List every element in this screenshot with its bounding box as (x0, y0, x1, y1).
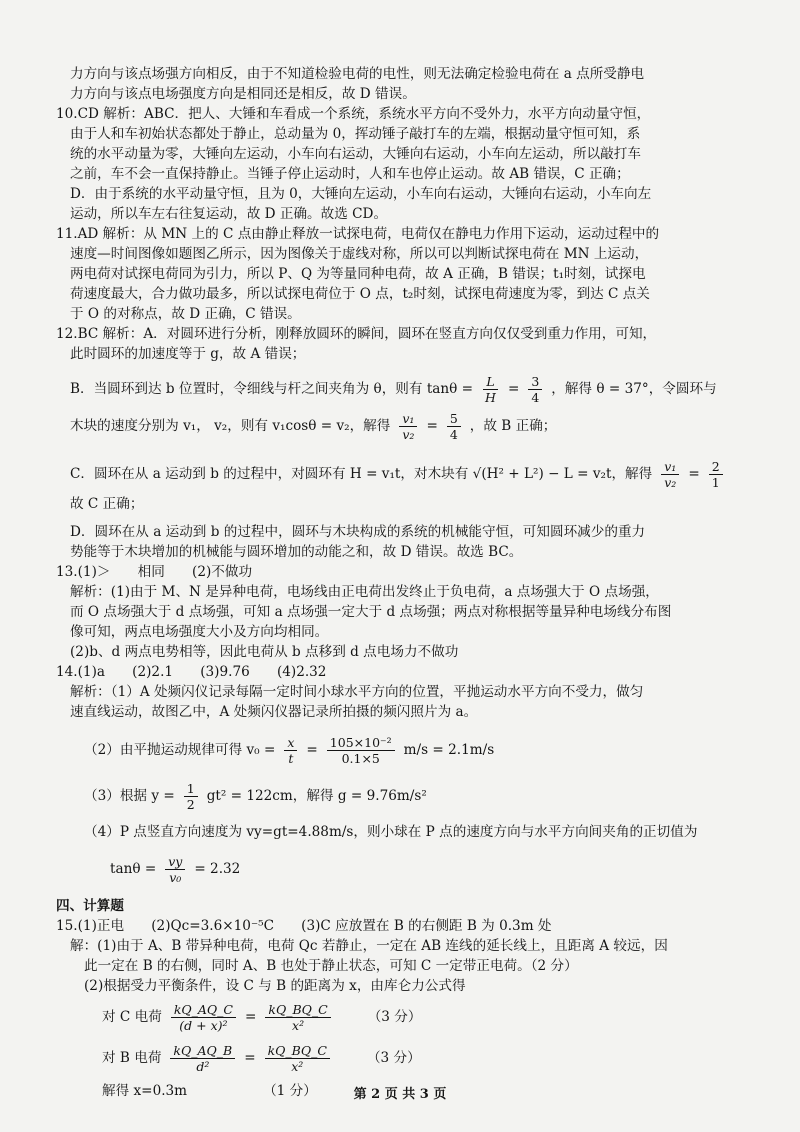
equation-line (56, 730, 720, 770)
text-span: B．当圆环到达 b 位置时，令细线与杆之间夹角为 θ，则有 tanθ = (70, 381, 474, 397)
text-span: gt² = 122cm，解得 g = 9.76m/s² (206, 788, 427, 804)
text-line: D．圆环在从 a 运动到 b 的过程中，圆环与木块构成的系统的机械能守恒，可知圆环减少的重力 (70, 524, 646, 540)
text-span: C．圆环在从 a 运动到 b 的过程中，对圆环有 H = v₁t，对木块有 √(H² + L²) − L = v₂t，解得 (70, 466, 653, 482)
text-line: 而 O 点场强大于 d 点场强，可知 a 点场强一定大于 d 点场强；两点对称根据等量异种电场线分布图 (70, 604, 672, 620)
fraction (165, 854, 185, 885)
text-line: 此时圆环的加速度等于 g，故 A 错误； (70, 346, 306, 362)
fraction-den: H (485, 389, 496, 405)
text-line: 力方向与该点场强方向相反，由于不知道检验电荷的电性，则无法确定检验电荷在 a 点所受静电 (70, 66, 645, 82)
fraction (171, 1002, 236, 1033)
text-line: 11.AD 解析：从 MN 上的 C 点由静止释放一试探电荷，电荷仅在静电力作用下运动，运动过程中的 (56, 226, 660, 242)
text-line: 解析：(1)由于 M、N 是异种电荷，电场线由正电荷出发终止于负电荷，a 点场强大于 O 点场强， (70, 584, 659, 600)
text-line: 13.(1)＞ 相同 (2)不做功 (56, 564, 253, 580)
fraction (284, 735, 297, 766)
fraction-den: (d + x)² (179, 1017, 228, 1033)
text-span: 对 B 电荷 (102, 1050, 162, 1066)
text-line: 12.BC 解析：A．对圆环进行分析，刚释放圆环的瞬间，圆环在竖直方向仅仅受到重力作用，可知， (56, 326, 657, 342)
equals-sign: = (507, 381, 520, 397)
fraction-num: 3 (528, 374, 542, 390)
text-span: ，故 B 正确； (469, 418, 557, 434)
fraction (170, 1043, 235, 1074)
fraction-num: v₁ (399, 411, 417, 427)
equation-line (56, 406, 720, 446)
equals-sign: = (426, 418, 438, 434)
text-line: 故 C 正确； (70, 496, 144, 512)
text-span: ，解得 θ = 37°，令圆环与 (551, 381, 717, 397)
text-span: 对 C 电荷 (102, 1009, 162, 1025)
text-line: 于 O 的对称点，故 D 正确，C 错误。 (70, 306, 301, 322)
equals-sign: = (245, 1009, 257, 1025)
fraction-num: 2 (709, 459, 723, 475)
equals-sign: = (306, 742, 318, 758)
fraction-den: x² (291, 1058, 304, 1074)
text-line: D．由于系统的水平动量守恒，且为 0，大锤向左运动，小车向右运动，大锤向右运动，小车向左 (70, 186, 652, 202)
fraction-num: x (284, 735, 297, 751)
score-label: （3 分） (367, 1009, 422, 1025)
text-line: （4）P 点竖直方向速度为 vy=gt=4.88m/s，则小球在 P 点的速度方向与水平方向间夹角的正切值为 (84, 824, 698, 840)
fraction-num: L (483, 374, 497, 390)
text-line: (2)根据受力平衡条件，设 C 与 B 的距离为 x，由库仑力公式得 (84, 978, 466, 994)
fraction-num: kQ_BQ_C (265, 1002, 330, 1018)
fraction-den: 0.1×5 (341, 750, 380, 766)
score-label: （3 分） (366, 1050, 421, 1066)
fraction-den: 1 (711, 474, 720, 490)
text-line: 力方向与该点电场强度方向是相同还是相反，故 D 错误。 (70, 86, 416, 102)
equation-line (56, 778, 720, 814)
fraction-den: t (288, 750, 294, 766)
fraction (482, 374, 499, 405)
fraction-num: kQ_BQ_C (265, 1043, 330, 1059)
fraction-den: v₂ (664, 474, 677, 490)
equation-line (56, 850, 720, 888)
fraction (265, 1002, 330, 1033)
text-line: 运动，所以车左右往复运动，故 D 正确。故选 CD。 (70, 206, 388, 222)
fraction (528, 374, 542, 405)
fraction-num: v₁ (661, 459, 679, 475)
text-line: 速度—时间图像如题图乙所示，因为图像关于虚线对称，所以可以判断试探电荷在 MN 上运动， (70, 246, 649, 262)
text-line: 像可知，两点电场强度大小及方向均相同。 (70, 624, 329, 640)
text-line: 此一定在 B 的右侧，同时 A、B 也处于静止状态，可知 C 一定带正电荷。（2 分） (84, 958, 578, 974)
fraction-num: vy (165, 854, 185, 870)
text-line: 统的水平动量为零，大锤向左运动，小车向右运动，大锤向右运动，小车向左运动，所以敲打车 (70, 146, 641, 162)
text-line: 解析：（1）A 处频闪仪记录每隔一定时间小球水平方向的位置，平抛运动水平方向不受力，做匀 (70, 684, 644, 700)
fraction (447, 411, 461, 442)
text-span: tanθ = (110, 861, 157, 877)
equals-sign: = (688, 466, 700, 482)
text-line: (2)b、d 两点电势相等，因此电荷从 b 点移到 d 点电场力不做功 (70, 644, 459, 660)
text-line: 两电荷对试探电荷同为引力，所以 P、Q 为等量同种电荷，故 A 正确，B 错误；t₁时刻，试探电 (70, 266, 646, 282)
fraction-den: v₂ (402, 426, 415, 442)
text-span: 木块的速度分别为 v₁， v₂，则有 v₁cosθ = v₂，解得 (70, 418, 391, 434)
text-line: 势能等于木块增加的机械能与圆环增加的动能之和，故 D 错误。故选 BC。 (70, 544, 523, 560)
fraction-den: 2 (186, 796, 195, 812)
text-line: 速直线运动，故图乙中，A 处频闪仪器记录所拍摄的频闪照片为 a。 (70, 704, 478, 720)
text-line: 由于人和车初始状态都处于静止，总动量为 0，挥动锤子敲打车的左端，根据动量守恒可知，系 (70, 126, 641, 142)
text-line: 之前，车不会一直保持静止。当锤子停止运动时，人和车也停止运动。故 AB 错误，C 正确； (70, 166, 630, 182)
text-line: 解：(1)由于 A、B 带异种电荷，电荷 Qc 若静止，一定在 AB 连线的延长线上，且距离 A 较远，因 (70, 938, 668, 954)
text-line: 14.(1)a (2)2.1 (3)9.76 (4)2.32 (56, 664, 327, 680)
fraction (327, 735, 395, 766)
fraction-num: 5 (447, 411, 461, 427)
text-span: （2）由平抛运动规律可得 v₀ = (84, 742, 276, 758)
fraction (399, 411, 417, 442)
text-span: 解得 x=0.3m (102, 1083, 188, 1099)
fraction-num: kQ_AQ_C (171, 1002, 236, 1018)
fraction-den: v₀ (169, 869, 182, 885)
fraction-num: 1 (184, 781, 198, 797)
fraction-num: 105×10⁻² (327, 735, 395, 751)
page-footer: 第 2 页 共 3 页 (353, 1087, 447, 1102)
score-label: （1 分） (263, 1083, 317, 1099)
fraction-den: d² (196, 1058, 210, 1074)
fraction-den: x² (292, 1017, 305, 1033)
equation-line (56, 454, 720, 494)
text-line: 10.CD 解析：ABC．把人、大锤和车看成一个系统，系统水平方向不受外力，水平方向动量守恒， (56, 106, 651, 122)
fraction-den: 4 (449, 426, 458, 442)
equation-line (56, 996, 720, 1038)
text-span: （3）根据 y = (84, 788, 175, 804)
section-heading: 四、计算题 (56, 898, 124, 914)
fraction (709, 459, 723, 490)
text-span: m/s = 2.1m/s (403, 742, 495, 758)
fraction-den: 4 (531, 389, 540, 405)
fraction (661, 459, 679, 490)
text-line: 15.(1)正电 (2)Qc=3.6×10⁻⁵C (3)C 应放置在 B 的右侧距 B 为 0.3m 处 (56, 918, 552, 934)
text-line: 荷速度最大，合力做功最多，所以试探电荷位于 O 点，t₂时刻，试探电荷速度为零，到达 C 点关 (70, 286, 650, 302)
equals-sign: = (244, 1050, 256, 1066)
fraction-num: kQ_AQ_B (170, 1043, 235, 1059)
text-span: = 2.32 (194, 861, 241, 877)
fraction (184, 781, 198, 812)
equation-line (56, 372, 720, 406)
equation-line (56, 1038, 720, 1078)
fraction (265, 1043, 330, 1074)
